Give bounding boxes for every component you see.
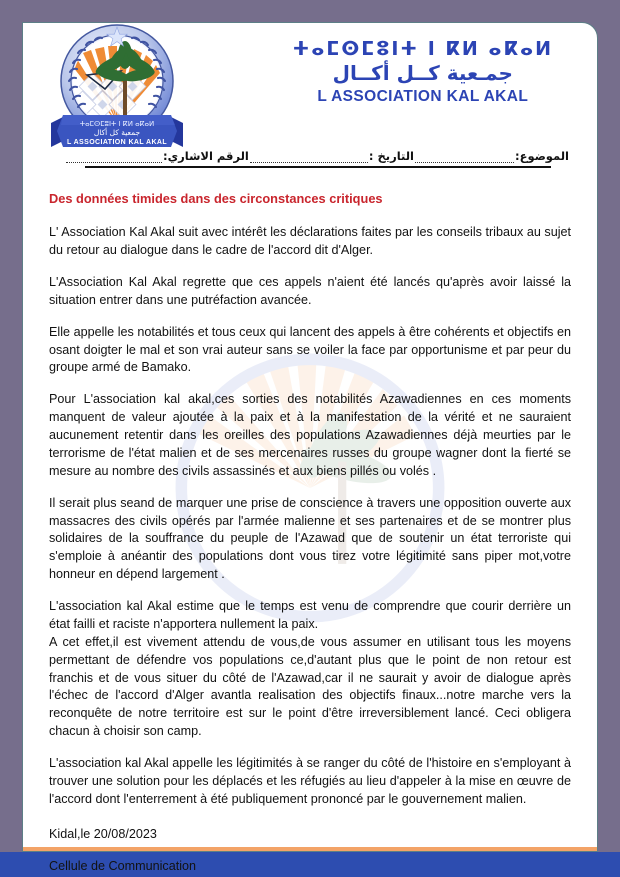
association-crest-logo xyxy=(47,19,215,159)
org-name-arabic: جمـعية كــل أكــال xyxy=(332,61,513,86)
footer-orange-stripe xyxy=(23,847,597,851)
crest-ribbon xyxy=(51,115,183,147)
paragraph-2: L'Association Kal Akal regrette que ces appels n'aient été lancés qu'après avoir laissé la situation entrer dans une putréfaction avancée. xyxy=(49,274,571,307)
paragraph-7: A cet effet,il est vivement attendu de vous,de vous assumer en utilisant tous les moyens permettant de défendre vos populations ce,d'autant plus que le point de non retour est franchis et de vous situer du côté de l'Azawad,car il ne saurait y avoir de dialogue après l'échec de l'accord d'Alger avantla realisation des objectifs finaux...notre marche vers la reconquête de notre territoire est sur le point d'être irreversiblement lancé. Ceci obligera chacun à choisir son camp. xyxy=(49,634,571,739)
date-fill-line[interactable] xyxy=(250,153,368,163)
subject-label: الموضوع: xyxy=(515,149,569,163)
paragraph-3: Elle appelle les notabilités et tous ceux qui lancent des appels à être cohérents et objectifs en osant doigter le mal et son vrai auteur sans se voiler la face par opportunisme et par peur du groupe armé de Bamako. xyxy=(49,324,571,375)
date-label: التاريخ : xyxy=(368,149,414,163)
org-name-latin: L ASSOCIATION KAL AKAL xyxy=(317,87,529,105)
paragraph-4: Pour L'association kal akal,ces sorties des notabilités Azawadiennes en ces moments manquent de valeur ajoutée à la paix et à la manifestation de la vérité et ne sauraient aucunement retentir dans les oreilles des populations Azawadiennes déjà meurties par le terrorisme de l'état malien et de ses mercenaires russes du groupe wagner dont la fierté se mesure au nombre des civils assassinés et aux biens pillés ou volés . xyxy=(49,392,571,478)
form-field-row xyxy=(65,149,569,163)
organization-names xyxy=(293,39,553,105)
reference-label: الرقم الاشاري: xyxy=(163,149,249,163)
svg-text:L ASSOCIATION KAL AKAL: L ASSOCIATION KAL AKAL xyxy=(66,139,168,146)
place-and-date: Kidal,le 20/08/2023 xyxy=(49,826,157,841)
svg-text:جمعية كل أكال: جمعية كل أكال xyxy=(93,128,141,137)
paragraph-6: L'association kal Akal estime que le temps est venu de comprendre que courir derrière un état failli et raciste n'apportera nullement la paix. xyxy=(49,599,571,631)
document-heading: Des données timides dans des circonstances critiques xyxy=(49,191,383,206)
paragraph-1: L' Association Kal Akal suit avec intérêt les déclarations faites par les conseils tribaux au sujet du retour au dialogue dans le cadre de l'accord dit d'Alger. xyxy=(49,225,571,258)
paragraph-8: L'association kal Akal appelle les légitimités à se ranger du côté de l'histoire en s'employant à trouver une solution pour les déplacés et les réfugiés au lieu d'appeler à la mise en œuvre de l'accord dont l'enterrement à été publiquement prononcé par le gouvernement malien. xyxy=(49,756,571,806)
document-page xyxy=(22,22,598,873)
reference-fill-line[interactable] xyxy=(66,153,162,163)
header-rule-divider xyxy=(85,166,551,168)
letterhead xyxy=(23,23,597,146)
svg-text:ⵜⴰⵎⵙⵎⵓⵏⵜ ⵏ ⴽⵍ ⴰⴽⴰⵍ: ⵜⴰⵎⵙⵎⵓⵏⵜ ⵏ ⴽⵍ ⴰⴽⴰⵍ xyxy=(79,120,155,128)
signature-unit: Cellule de Communication xyxy=(49,858,196,873)
paragraph-5: Il serait plus seand de marquer une prise de conscience à travers une opposition ouverte aux massacres des civils opérés par l'armée malienne et ses partenaires et de se montrer plus solidaires de la souffrance du peuple de l'Azawad que de soutenir un état terroriste qui s'emploie à anéantir des populations dont vous tirez votre légitimité sans piper mot,votre honneur en dépend largement . xyxy=(49,495,571,582)
document-body xyxy=(49,190,571,809)
org-name-tifinagh: ⵜⴰⵎⵙⵎⵓⵏⵜ ⵏ ⴽⵍ ⴰⴽⴰⵍ xyxy=(292,38,553,60)
subject-fill-line[interactable] xyxy=(415,153,514,163)
